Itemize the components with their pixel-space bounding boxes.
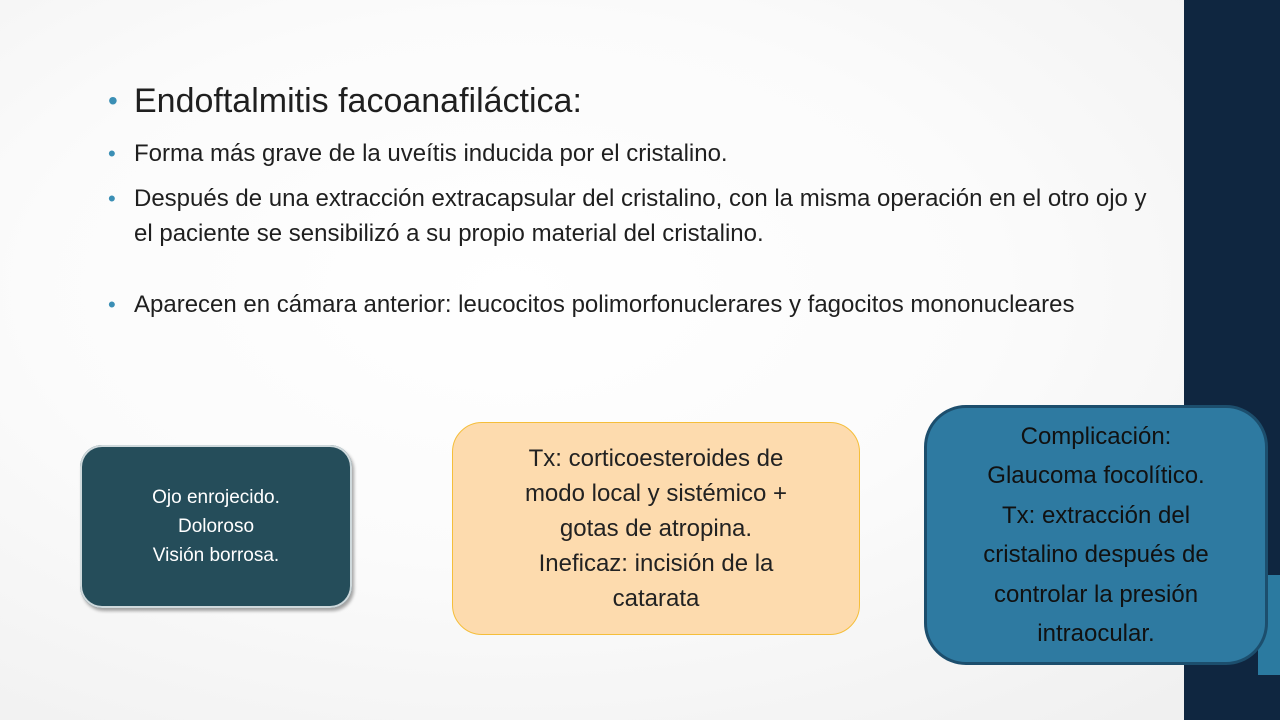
symptoms-text — [152, 483, 280, 570]
treatment-line: Tx: corticoesteroides de — [528, 445, 784, 472]
treatment-text — [525, 441, 787, 616]
complication-text — [983, 417, 1208, 654]
treatment-line: modo local y sistémico + — [524, 480, 788, 507]
bullet-dot-icon: • — [108, 292, 116, 317]
bullet-dot-icon: • — [108, 186, 116, 211]
complication-box — [924, 405, 1268, 665]
complication-line: controlar la presión — [993, 580, 1199, 608]
bullet-text: Forma más grave de la uveítis inducida por el cristalino. — [134, 140, 728, 167]
treatment-line: catarata — [612, 585, 700, 612]
bullet-item — [108, 181, 1168, 251]
symptoms-line: Ojo enrojecido. — [152, 487, 280, 508]
complication-line: cristalino después de — [983, 541, 1209, 568]
bullet-dot-icon: • — [108, 85, 118, 116]
complication-line: Complicación: — [1020, 422, 1172, 450]
treatment-box — [452, 422, 860, 635]
treatment-line: Ineficaz: incisión de la — [538, 550, 774, 577]
symptoms-line: Visión borrosa. — [152, 545, 280, 566]
complication-line: Tx: extracción del — [1001, 501, 1191, 529]
treatment-line: gotas de atropina. — [559, 515, 753, 542]
bullet-item — [108, 287, 1168, 322]
complication-line: intraocular. — [1037, 620, 1155, 647]
bullet-item — [108, 136, 1168, 171]
bullet-title — [108, 78, 1168, 124]
bullet-text: Endoftalmitis facoanafiláctica: — [134, 82, 582, 120]
bullet-dot-icon: • — [108, 141, 116, 166]
symptoms-line: Doloroso — [177, 516, 255, 537]
symptoms-box — [80, 445, 352, 608]
bullet-list — [108, 78, 1168, 332]
bullet-text: Aparecen en cámara anterior: leucocitos polimorfonuclerares y fagocitos mononucleares — [134, 291, 1075, 318]
complication-line: Glaucoma focolítico. — [987, 462, 1205, 489]
bullet-text: Después de una extracción extracapsular del cristalino, con la misma operación en el otro ojo y el paciente se sensibilizó a su propio material del cristalino. — [134, 185, 1147, 247]
